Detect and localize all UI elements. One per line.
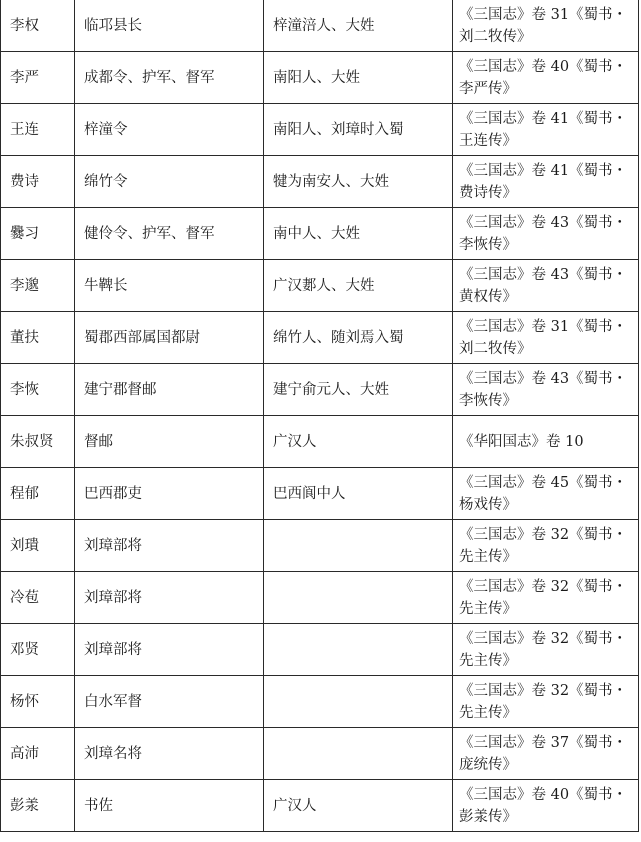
origin-cell: 建宁俞元人、大姓 — [264, 364, 453, 416]
source-cell: 《三国志》卷 43《蜀书・李恢传》 — [453, 364, 639, 416]
name-cell: 高沛 — [1, 728, 75, 780]
origin-cell: 广汉郪人、大姓 — [264, 260, 453, 312]
origin-cell — [264, 728, 453, 780]
table-row — [1, 728, 639, 780]
source-cell: 《华阳国志》卷 10 — [453, 416, 639, 468]
table-row — [1, 468, 639, 520]
origin-cell: 南中人、大姓 — [264, 208, 453, 260]
name-cell: 李权 — [1, 0, 75, 52]
name-cell: 朱叔贤 — [1, 416, 75, 468]
origin-cell — [264, 624, 453, 676]
post-cell: 蜀郡西部属国都尉 — [75, 312, 264, 364]
name-cell: 冷苞 — [1, 572, 75, 624]
name-cell: 李严 — [1, 52, 75, 104]
source-cell: 《三国志》卷 43《蜀书・黄权传》 — [453, 260, 639, 312]
origin-cell: 巴西阆中人 — [264, 468, 453, 520]
source-cell: 《三国志》卷 43《蜀书・李恢传》 — [453, 208, 639, 260]
source-cell: 《三国志》卷 32《蜀书・先主传》 — [453, 624, 639, 676]
origin-cell: 犍为南安人、大姓 — [264, 156, 453, 208]
source-cell: 《三国志》卷 31《蜀书・刘二牧传》 — [453, 312, 639, 364]
table-row — [1, 52, 639, 104]
post-cell: 绵竹令 — [75, 156, 264, 208]
name-cell: 李恢 — [1, 364, 75, 416]
source-cell: 《三国志》卷 37《蜀书・庞统传》 — [453, 728, 639, 780]
name-cell: 李邈 — [1, 260, 75, 312]
post-cell: 刘璋部将 — [75, 624, 264, 676]
name-cell: 刘璝 — [1, 520, 75, 572]
origin-cell — [264, 520, 453, 572]
name-cell: 邓贤 — [1, 624, 75, 676]
post-cell: 刘璋部将 — [75, 572, 264, 624]
table-row — [1, 312, 639, 364]
post-cell: 建宁郡督邮 — [75, 364, 264, 416]
post-cell: 成都令、护军、督军 — [75, 52, 264, 104]
name-cell: 程郁 — [1, 468, 75, 520]
source-cell: 《三国志》卷 31《蜀书・刘二牧传》 — [453, 0, 639, 52]
post-cell: 临邛县长 — [75, 0, 264, 52]
source-cell: 《三国志》卷 32《蜀书・先主传》 — [453, 676, 639, 728]
name-cell: 爨习 — [1, 208, 75, 260]
origin-cell — [264, 572, 453, 624]
post-cell: 刘璋部将 — [75, 520, 264, 572]
table-row — [1, 260, 639, 312]
roster-body — [1, 0, 639, 832]
table-row — [1, 208, 639, 260]
source-cell: 《三国志》卷 32《蜀书・先主传》 — [453, 520, 639, 572]
post-cell: 健伶令、护军、督军 — [75, 208, 264, 260]
table-row — [1, 520, 639, 572]
origin-cell: 绵竹人、随刘焉入蜀 — [264, 312, 453, 364]
table-row — [1, 156, 639, 208]
post-cell: 梓潼令 — [75, 104, 264, 156]
name-cell: 董扶 — [1, 312, 75, 364]
table-row — [1, 572, 639, 624]
table-row — [1, 416, 639, 468]
origin-cell: 广汉人 — [264, 416, 453, 468]
origin-cell: 梓潼涪人、大姓 — [264, 0, 453, 52]
table-row — [1, 624, 639, 676]
name-cell: 王连 — [1, 104, 75, 156]
table-row — [1, 780, 639, 832]
post-cell: 牛鞞长 — [75, 260, 264, 312]
name-cell: 杨怀 — [1, 676, 75, 728]
table-row — [1, 104, 639, 156]
source-cell: 《三国志》卷 45《蜀书・杨戏传》 — [453, 468, 639, 520]
name-cell: 彭羕 — [1, 780, 75, 832]
post-cell: 巴西郡吏 — [75, 468, 264, 520]
post-cell: 督邮 — [75, 416, 264, 468]
post-cell: 白水军督 — [75, 676, 264, 728]
origin-cell: 南阳人、大姓 — [264, 52, 453, 104]
table-row — [1, 0, 639, 52]
table-row — [1, 364, 639, 416]
table-row — [1, 676, 639, 728]
post-cell: 书佐 — [75, 780, 264, 832]
name-cell: 费诗 — [1, 156, 75, 208]
source-cell: 《三国志》卷 40《蜀书・李严传》 — [453, 52, 639, 104]
origin-cell: 广汉人 — [264, 780, 453, 832]
origin-cell — [264, 676, 453, 728]
source-cell: 《三国志》卷 41《蜀书・费诗传》 — [453, 156, 639, 208]
origin-cell: 南阳人、刘璋时入蜀 — [264, 104, 453, 156]
source-cell: 《三国志》卷 41《蜀书・王连传》 — [453, 104, 639, 156]
source-cell: 《三国志》卷 40《蜀书・彭羕传》 — [453, 780, 639, 832]
source-cell: 《三国志》卷 32《蜀书・先主传》 — [453, 572, 639, 624]
post-cell: 刘璋名将 — [75, 728, 264, 780]
